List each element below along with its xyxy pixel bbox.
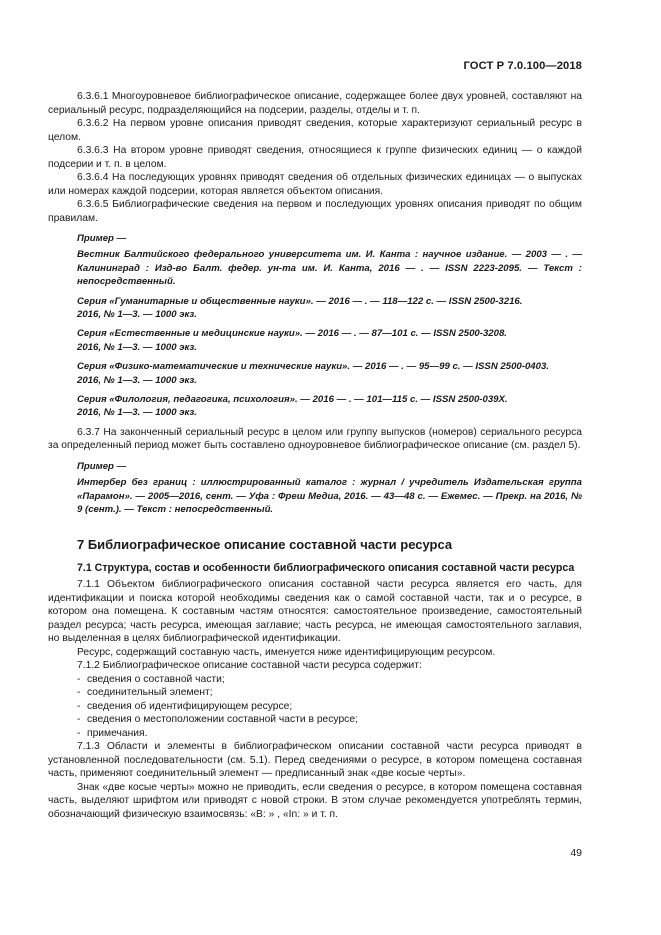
list-item: - сведения о составной части; (77, 673, 225, 685)
section-7-title: 7 Библиографическое описание составной части ресурса (77, 536, 453, 552)
contents-list (48, 673, 582, 741)
example-label: Пример — (77, 233, 127, 244)
page-content (48, 90, 582, 821)
example-series-title: Серия «Естественные и медицинские науки». — 2016 — . — 87—101 с. — ISSN 2500-3208. (77, 328, 507, 340)
example-main-record: Вестник Балтийского федерального университета им. И. Канта : научное издание. — 2003 — . — Калининград : Изд-во Балт. федер. ун-та им. И. Канта, 2016 — . — ISSN 2223-2095. — Текст : непосредственный. (77, 249, 582, 288)
example-record: Интербер без границ : иллюстрированный каталог : журнал / учредитель Издательская группа «Парамон». — 2005—2016, сент. — Уфа : Фреш Медиа, 2016. — 43—48 с. — Ежемес. — Прекр. на 2016, № 9 (сент.). — Текст : непосредственный. (77, 477, 582, 516)
example-series-issue: 2016, № 1—3. — 1000 экз. (77, 341, 197, 353)
paragraph-6-3-6-2: 6.3.6.2 На первом уровне описания приводят сведения, которые характеризуют сериальный ресурс в целом. (48, 118, 582, 143)
paragraph-6-3-6-4: 6.3.6.4 На последующих уровнях приводят сведения об отдельных физических единицах — о выпусках или номерах каждой подсерии, которая является объектом описания. (48, 172, 582, 197)
paragraph-7-1-3: 7.1.3 Области и элементы в библиографическом описании составной части ресурса приводят в установленной последовательности (см. 5.1). Перед сведениями о ресурсе, в котором помещена составная часть, применяют соединительный элемент — предписанный знак «две косые черты». (48, 741, 582, 779)
list-item: - сведения о местоположении составной части в ресурсе; (77, 714, 358, 725)
paragraph-7-1-1-b: Ресурс, содержащий составную часть, именуется ниже идентифицирующим ресурсом. (77, 646, 496, 658)
paragraph-6-3-6-5: 6.3.6.5 Библиографические сведения на первом и последующих уровнях описания приводят по общим правилам. (48, 199, 582, 224)
paragraph-7-1-2: 7.1.2 Библиографическое описание составной части ресурса содержит: (77, 660, 422, 671)
paragraph-6-3-6-1: 6.3.6.1 Многоуровневое библиографическое описание, содержащее более двух уровней, составляют на сериальный ресурс, подразделяющийся на подсерии, разделы, отделы и т. п. (48, 91, 582, 116)
example-series-title: Серия «Физико-математические и технические науки». — 2016 — . — 95—99 с. — ISSN 2500-0403. (77, 361, 549, 373)
example-series-issue: 2016, № 1—3. — 1000 экз. (77, 407, 197, 419)
page-number: 49 (570, 847, 582, 859)
example-label: Пример — (77, 460, 127, 472)
paragraph-7-1-1: 7.1.1 Объектом библиографического описания составной части ресурса является его часть, для идентификации и поиска которой необходимы сведения как о самой составной части, так и о ресурсе, в котором она помещена. К составным частям относятся: самостоятельное произведение, самостоятельный раздел ресурса; часть ресурса, имеющая заглавие; часть ресурса, не имеющая самостоятельного заглавия, но выделенная в целях библиографической идентификации. (48, 579, 582, 644)
list-item: - сведения об идентифицирующем ресурсе; (77, 700, 293, 712)
paragraph-7-1-3-b: Знак «две косые черты» можно не приводить, если сведения о ресурсе, в котором помещена составная часть, выделяют шрифтом или приводят с новой строки. В этом случае рекомендуется употреблять термин, обозначающий физическую взаимосвязь: «В: » , «In: » и т. п. (48, 781, 582, 820)
example-series-issue: 2016, № 1—3. — 1000 экз. (77, 309, 197, 321)
list-item: - соединительный элемент; (77, 687, 213, 698)
list-item: - примечания. (77, 727, 148, 739)
paragraph-6-3-6-3: 6.3.6.3 На втором уровне приводят сведения, относящиеся к группе физических единиц — о каждой подсерии и т. п. в целом. (48, 145, 582, 170)
paragraph-6-3-7: 6.3.7 На законченный сериальный ресурс в целом или группу выпусков (номеров) сериального ресурса за определенный период может быть составлено одноуровневое библиографическое описание (см. раздел 5). (48, 426, 582, 452)
subsection-7-1-title: 7.1 Структура, состав и особенности библиографического описания составной части ресурса (77, 561, 575, 574)
example-series-title: Серия «Гуманитарные и общественные науки». — 2016 — . — 118—122 с. — ISSN 2500-3216. (77, 295, 523, 307)
example-series-title: Серия «Филология, педагогика, психология». — 2016 — . — 101—115 с. — ISSN 2500-039X. (77, 394, 508, 406)
standard-code-header: ГОСТ Р 7.0.100—2018 (463, 60, 582, 72)
example-series-issue: 2016, № 1—3. — 1000 экз. (77, 374, 197, 386)
